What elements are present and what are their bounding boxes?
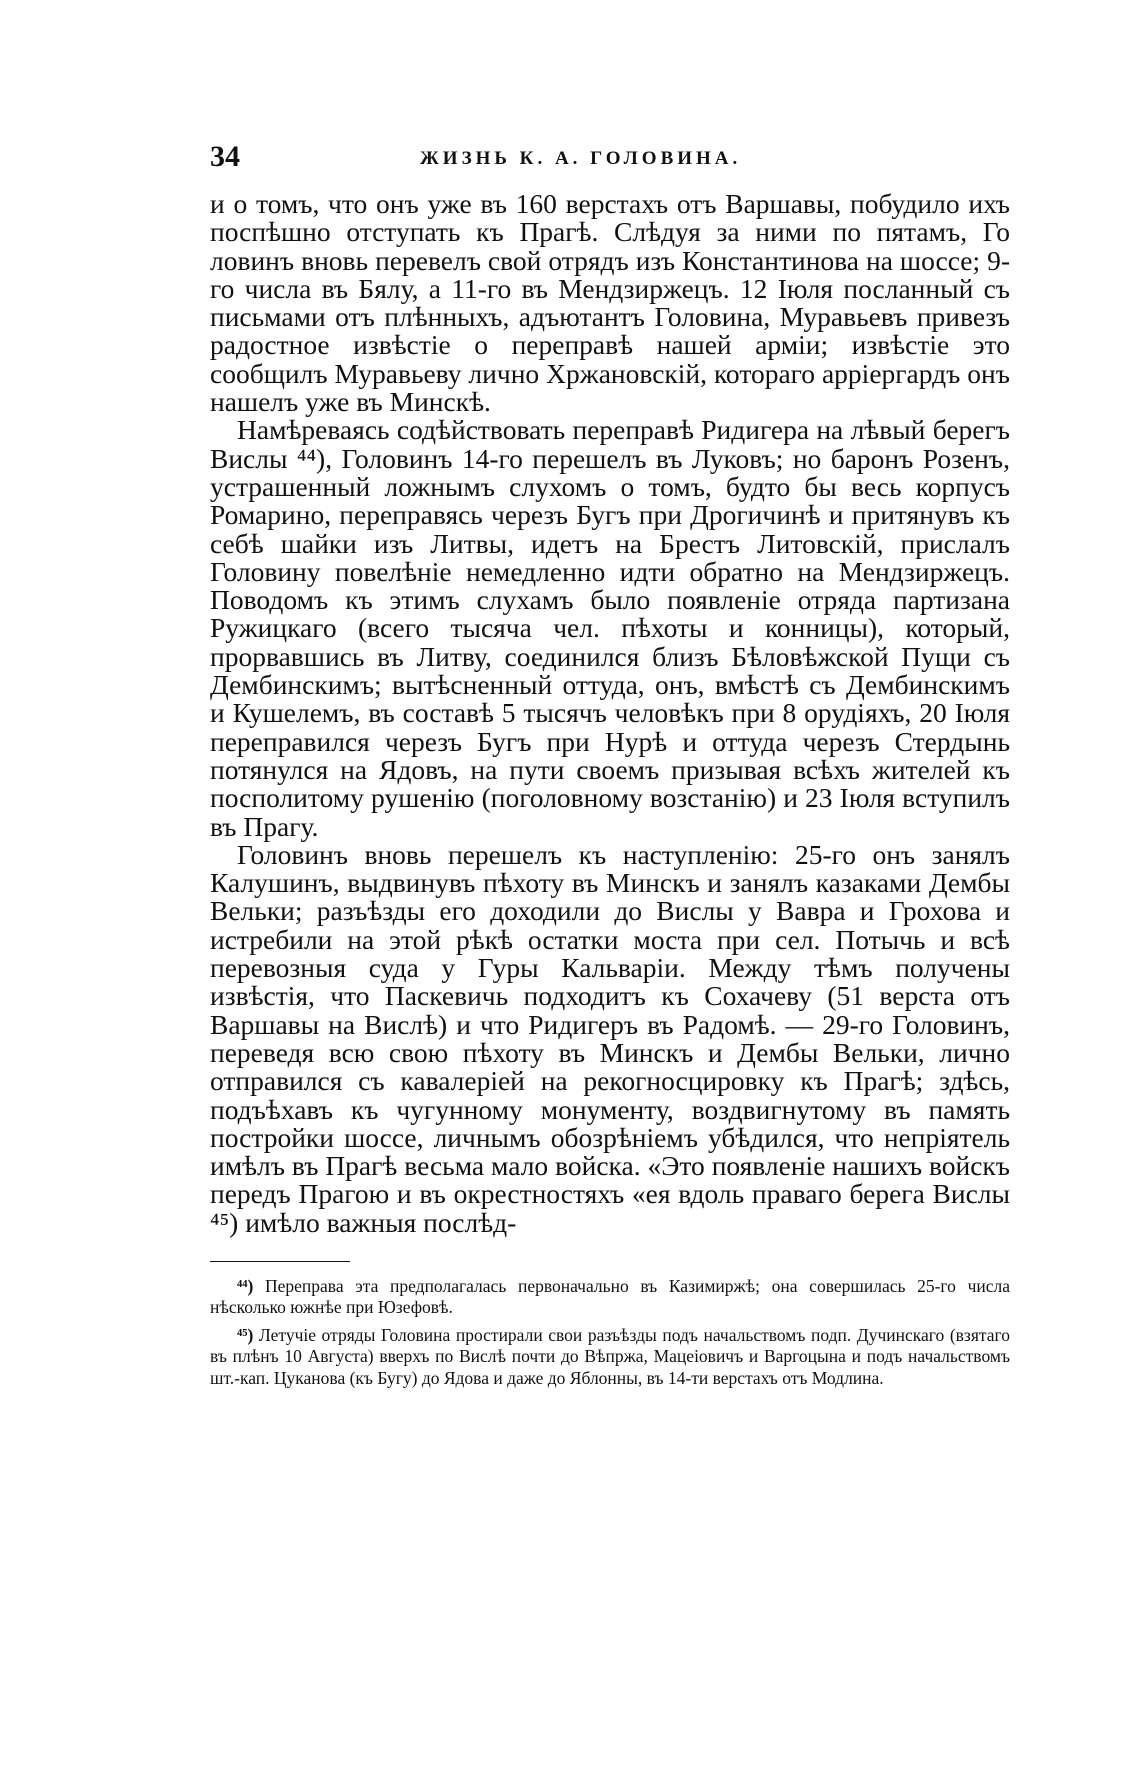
- body-text: [210, 190, 1010, 1237]
- footnote-text: Переправа эта предполагалась первоначально въ Казимиржѣ; она совершилась 25-го числа нѣсколько южнѣе при Юзефовѣ.: [210, 1275, 1010, 1318]
- document-page: [210, 140, 1010, 1395]
- paragraph: Головинъ вновь перешелъ къ наступленію: 25-го онъ занялъ Калушинъ, выдвинувъ пѣхоту въ Минскъ и занялъ казаками Дембы Вельки; разъѣзды его доходили до Вислы у Вавра и Грохова и истребили на этой рѣкѣ остатки моста при сел. Потычь и всѣ перевозныя суда у Гуры Кальваріи. Между тѣмъ получены извѣстія, что Паскевичь подходитъ къ Сохачеву (51 верста отъ Варшавы на Вислѣ) и что Ридигеръ въ Радомѣ. — 29-го Головинъ, переведя всю свою пѣхоту въ Минскъ и Дембы Вельки, лично отправился съ кавалеріей на рекогносцировку къ Прагѣ; здѣсь, подъѣхавъ къ чугунному монументу, воздвигнутому въ память постройки шоссе, личнымъ обозрѣніемъ убѣдился, что непріятель имѣлъ въ Прагѣ весьма мало войска. «Это появленіе нашихъ войскъ передъ Прагою и въ окрестностяхъ «ея вдоль праваго берега Вислы ⁴⁵) имѣло важныя послѣд-: [210, 838, 1010, 1238]
- footnote: [210, 1276, 1010, 1319]
- footnote-text: Летучіе отряды Головина простирали свои разъѣзды подъ начальствомъ подп. Дучинскаго (взятаго въ плѣнъ 10 Августа) вверхъ по Вислѣ почти до Вѣпржа, Мацеіовичъ и Варгоцына и подъ начальствомъ шт.-кап. Цуканова (къ Бугу) до Ядова и даже до Яблонны, въ 14-ти верстахъ отъ Модлина.: [210, 1324, 1011, 1388]
- footnotes: [210, 1276, 1010, 1390]
- footnote-mark: ⁴⁵): [237, 1324, 254, 1345]
- footnote-divider: [210, 1261, 350, 1262]
- running-title: ЖИЗНЬ К. А. ГОЛОВИНА.: [420, 148, 742, 169]
- footnote-mark: ⁴⁴): [237, 1275, 254, 1296]
- footnote: [210, 1325, 1010, 1390]
- page-number: 34: [210, 140, 240, 173]
- paragraph: Намѣреваясь содѣйствовать переправѣ Ридигера на лѣвый берегъ Вислы ⁴⁴), Головинъ 14-го перешелъ въ Луковъ; но баронъ Розенъ, устрашенный ложнымъ слухомъ о томъ, будто бы весь корпусъ Ромарино, переправясь черезъ Бугъ при Дрогичинѣ и притянувъ къ себѣ шайки изъ Литвы, идетъ на Брестъ Литовскій, прислалъ Головину повелѣніе немедленно идти обратно на Мендзиржецъ. Поводомъ къ этимъ слухамъ было появленіе отряда партизана Ружицкаго (всего тысяча чел. пѣхоты и конницы), который, прорвавшись въ Литву, соединился близъ Бѣловѣжской Пущи съ Дембинскимъ; вытѣсненный оттуда, онъ, вмѣстѣ съ Дембинскимъ и Кушелемъ, въ составѣ 5 тысячъ человѣкъ при 8 орудіяхъ, 20 Іюля переправился черезъ Бугъ при Нурѣ и оттуда черезъ Стердынь потянулся на Ядовъ, на пути своемъ призывая всѣхъ жителей къ посполитому рушенію (поголовному возстанію) и 23 Іюля вступилъ въ Прагу.: [210, 414, 1010, 842]
- page-header: [210, 140, 1010, 190]
- paragraph: и о томъ, что онъ уже въ 160 верстахъ отъ Варшавы, побудило ихъ поспѣшно отступать къ Прагѣ. Слѣдуя за ними по пятамъ, Го ловинъ вновь перевелъ свой отрядъ изъ Константинова на шоссе; 9-го числа въ Бялу, а 11-го въ Мендзиржецъ. 12 Іюля посланный съ письмами отъ плѣнныхъ, адъютантъ Головина, Муравьевъ привезъ радостное извѣстіе о переправѣ нашей арміи; извѣстіе это сообщилъ Муравьеву лично Хржановскій, котораго арріергардъ онъ нашелъ уже въ Минскѣ.: [210, 188, 1010, 418]
